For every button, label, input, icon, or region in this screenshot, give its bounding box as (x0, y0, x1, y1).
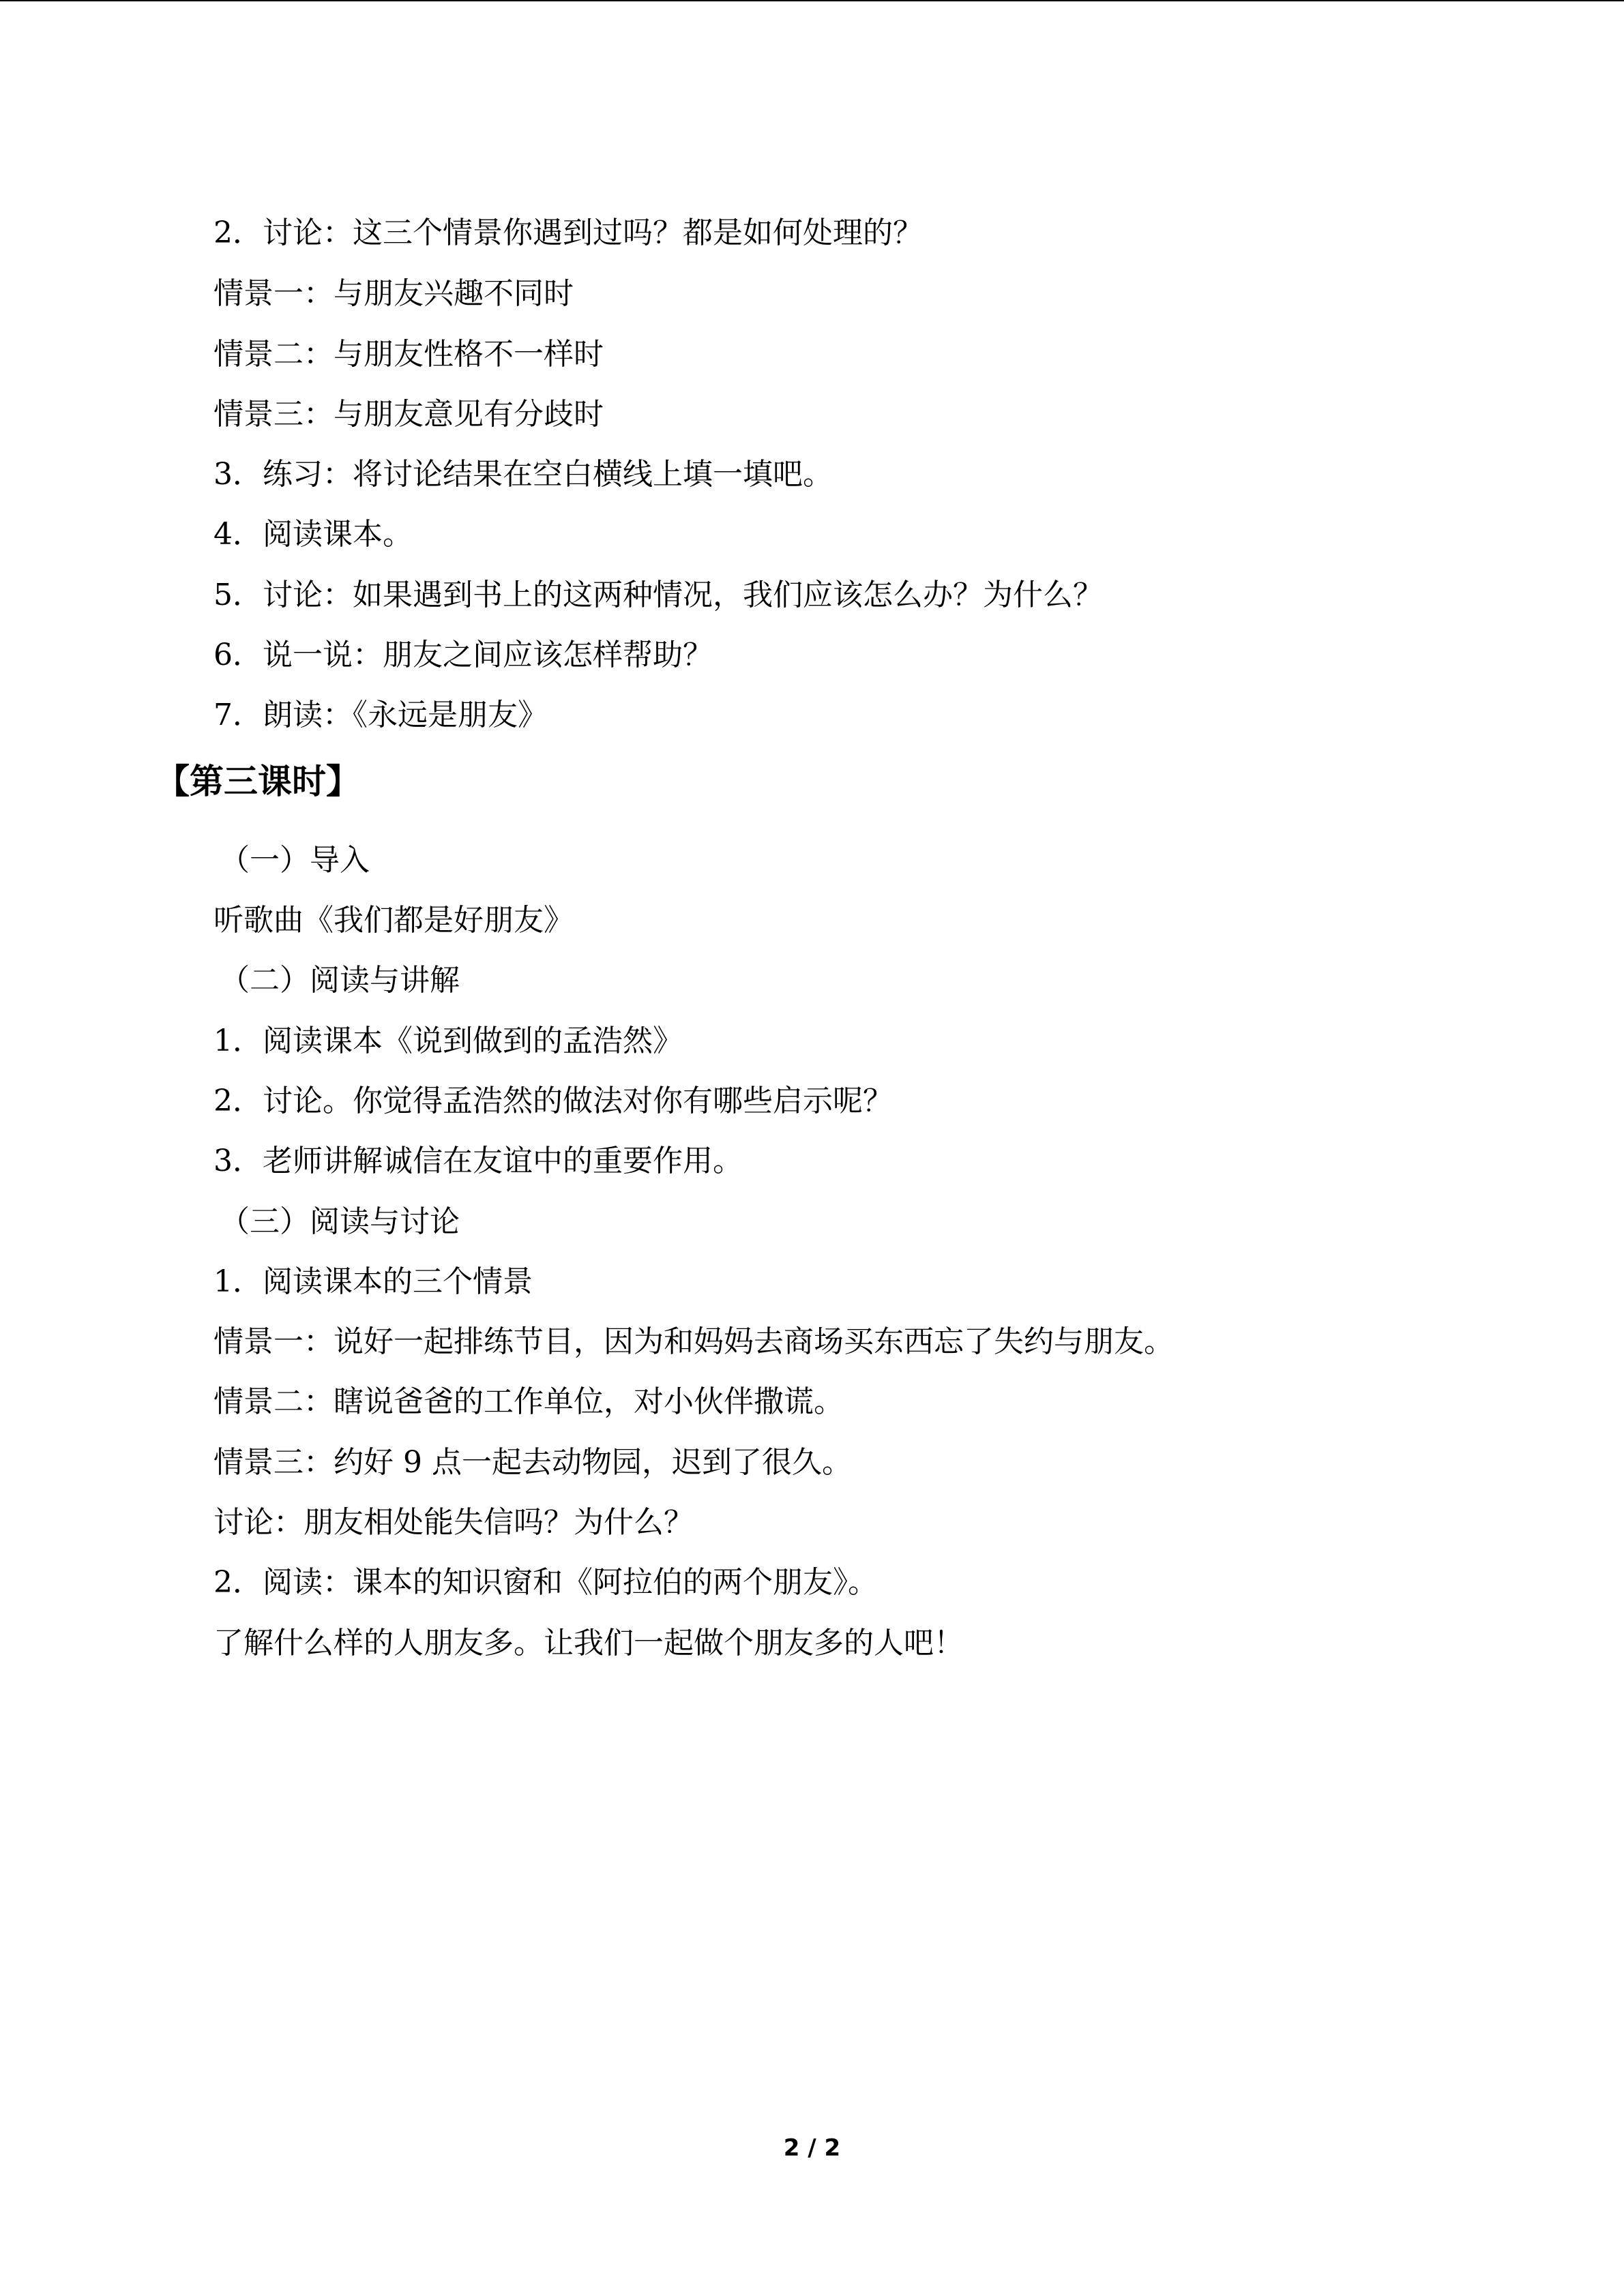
scenario-3: 情景三：与朋友意见有分歧时 (213, 397, 604, 432)
scenario-2: 情景二：与朋友性格不一样时 (213, 337, 604, 372)
scenario-3b: 情景三：约好 9 点一起去动物园，迟到了很久。 (213, 1445, 852, 1480)
listen-song: 听歌曲《我们都是好朋友》 (213, 903, 574, 938)
subsection-intro: （一）导入 (220, 843, 370, 878)
reading-item-2: 2．阅读：课本的知识窗和《阿拉伯的两个朋友》。 (213, 1565, 878, 1600)
exercise-item-3: 3．练习：将讨论结果在空白横线上填一填吧。 (213, 457, 833, 492)
teacher-explain-item-3: 3．老师讲解诚信在友谊中的重要作用。 (213, 1144, 743, 1178)
reading-item-1: 1．阅读课本《说到做到的孟浩然》 (213, 1024, 683, 1058)
scenario-1b: 情景一：说好一起排练节目，因为和妈妈去商场买东西忘了失约与朋友。 (213, 1324, 1174, 1359)
discussion-item-5: 5．讨论：如果遇到书上的这两种情况，我们应该怎么办？为什么？ (213, 578, 1103, 612)
recite-item-7: 7．朗读：《永远是朋友》 (213, 698, 548, 732)
discussion-question: 讨论：朋友相处能失信吗？为什么？ (213, 1505, 694, 1540)
talk-item-6: 6．说一说：朋友之间应该怎样帮助？ (213, 638, 713, 672)
discussion-item-2: 2．讨论：这三个情景你遇到过吗？都是如何处理的？ (213, 215, 923, 250)
page-top-border (0, 0, 1624, 1)
reading-item-4: 4．阅读课本。 (213, 517, 413, 552)
reading-scenarios-item-1: 1．阅读课本的三个情景 (213, 1264, 533, 1299)
page-number: 2 / 2 (783, 2134, 841, 2162)
closing-line: 了解什么样的人朋友多。让我们一起做个朋友多的人吧！ (213, 1626, 964, 1660)
subsection-reading-explanation: （二）阅读与讲解 (220, 963, 460, 998)
subsection-reading-discussion: （三）阅读与讨论 (220, 1204, 460, 1239)
scenario-2b: 情景二：瞎说爸爸的工作单位，对小伙伴撒谎。 (213, 1384, 844, 1419)
section-heading-third-lesson: 【第三课时】 (156, 762, 360, 801)
discussion-item-2b: 2．讨论。你觉得孟浩然的做法对你有哪些启示呢？ (213, 1084, 893, 1118)
scenario-1: 情景一：与朋友兴趣不同时 (213, 276, 574, 311)
